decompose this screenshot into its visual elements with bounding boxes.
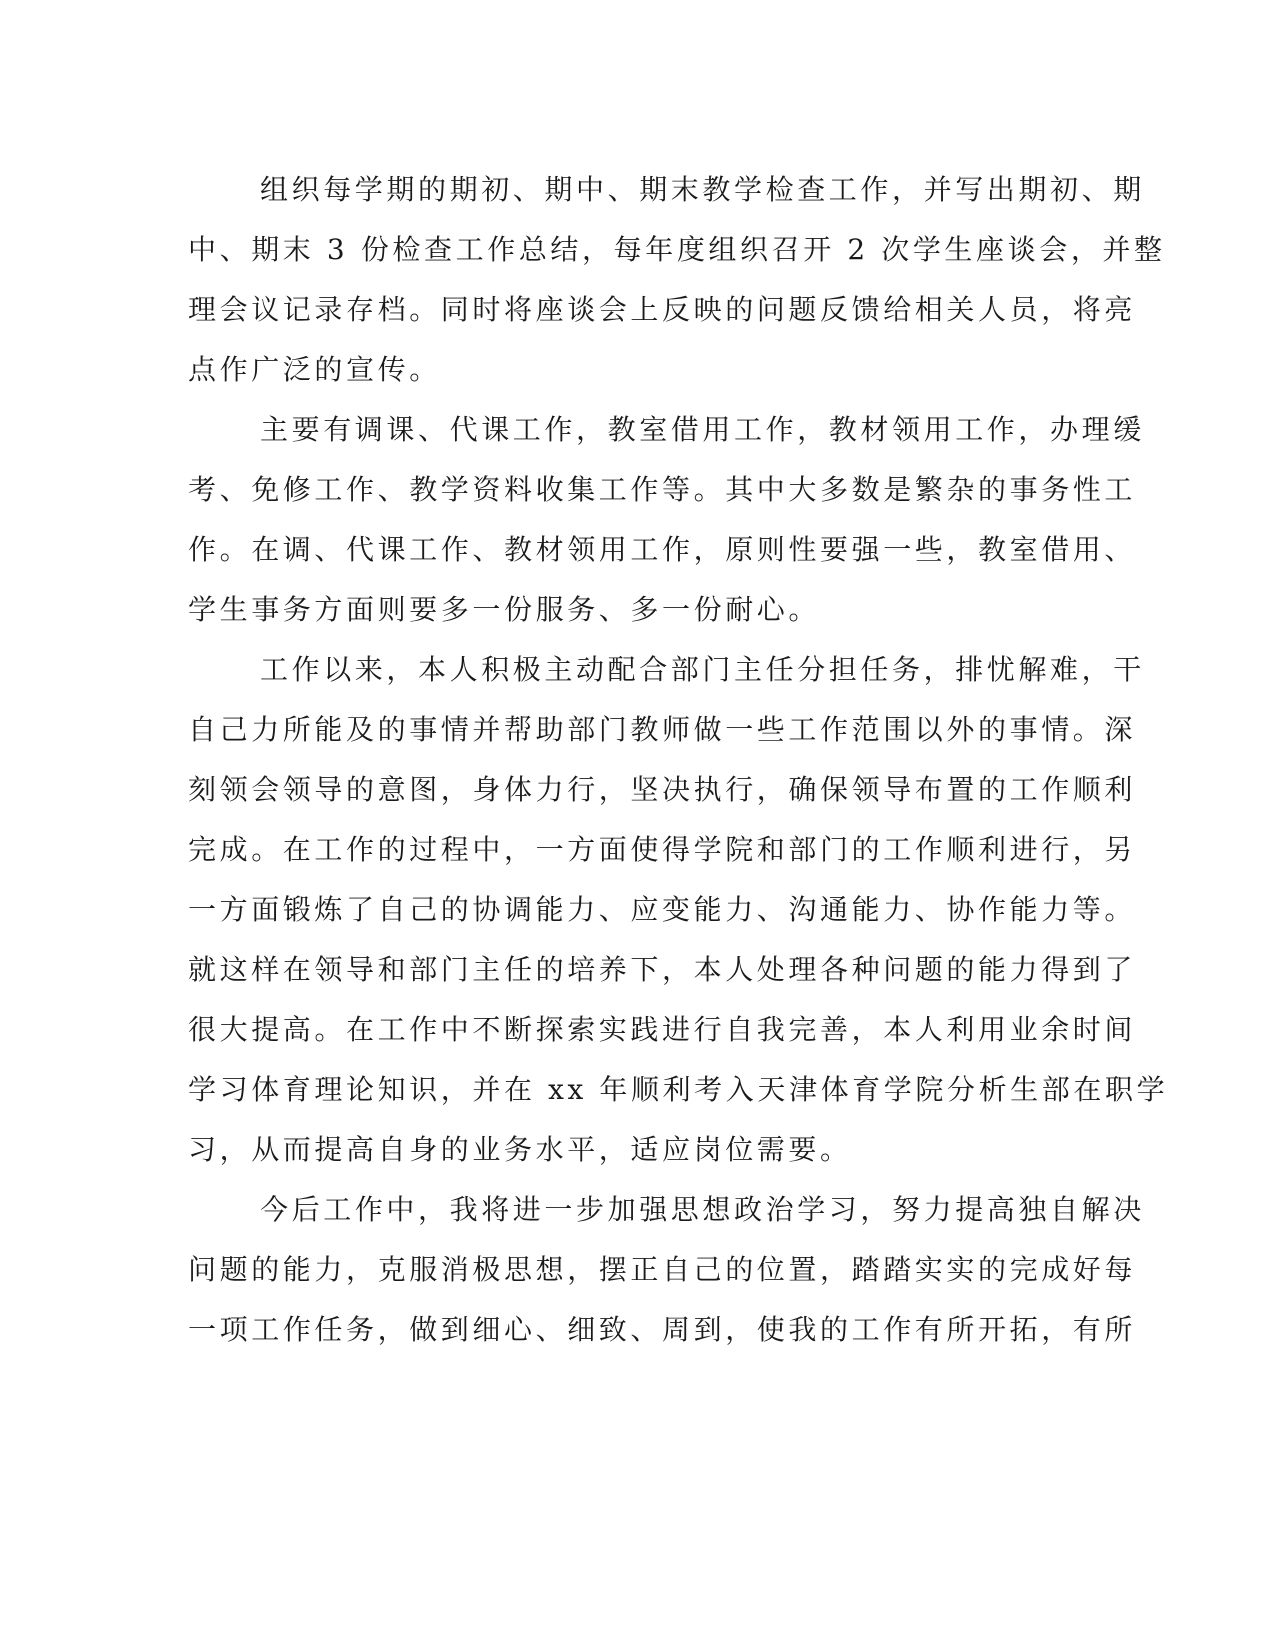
text-line: 问题的能力，克服消极思想，摆正自己的位置，踏踏实实的完成好每 xyxy=(188,1253,1137,1286)
document-body xyxy=(188,160,1169,1360)
text-line: 刻领会领导的意图，身体力行，坚决执行，确保领导布置的工作顺利 xyxy=(188,773,1137,806)
text-line: 完成。在工作的过程中，一方面使得学院和部门的工作顺利进行，另 xyxy=(188,833,1137,866)
text-line: 很大提高。在工作中不断探索实践进行自我完善，本人利用业余时间 xyxy=(188,1013,1137,1046)
text-line: 主要有调课、代课工作，教室借用工作，教材领用工作，办理缓 xyxy=(260,413,1145,446)
text-line: 自己力所能及的事情并帮助部门教师做一些工作范围以外的事情。深 xyxy=(188,713,1137,746)
text-line: 作。在调、代课工作、教材领用工作，原则性要强一些，教室借用、 xyxy=(188,533,1137,566)
text-line: 习，从而提高自身的业务水平，适应岗位需要。 xyxy=(188,1133,852,1166)
text-line: 理会议记录存档。同时将座谈会上反映的问题反馈给相关人员，将亮 xyxy=(188,293,1137,326)
paragraph-teaching-inspection xyxy=(188,160,1166,400)
text-line: 一方面锻炼了自己的协调能力、应变能力、沟通能力、协作能力等。 xyxy=(188,893,1137,926)
text-line: 工作以来，本人积极主动配合部门主任分担任务，排忧解难，干 xyxy=(260,653,1145,686)
paragraph-work-experience xyxy=(188,640,1169,1180)
text-line: 一项工作任务，做到细心、细致、周到，使我的工作有所开拓，有所 xyxy=(188,1313,1137,1346)
text-line: 学习体育理论知识，并在 xx 年顺利考入天津体育学院分析生部在职学 xyxy=(188,1073,1169,1106)
text-line: 组织每学期的期初、期中、期末教学检查工作，并写出期初、期 xyxy=(260,173,1145,206)
text-line: 学生事务方面则要多一份服务、多一份耐心。 xyxy=(188,593,821,626)
text-line: 考、免修工作、教学资料收集工作等。其中大多数是繁杂的事务性工 xyxy=(188,473,1137,506)
paragraph-future-plans xyxy=(188,1180,1145,1360)
text-line: 点作广泛的宣传。 xyxy=(188,353,441,386)
text-line: 中、期末 3 份检查工作总结，每年度组织召开 2 次学生座谈会，并整 xyxy=(188,233,1166,266)
paragraph-daily-affairs xyxy=(188,400,1145,640)
text-line: 今后工作中，我将进一步加强思想政治学习，努力提高独自解决 xyxy=(260,1193,1145,1226)
text-line: 就这样在领导和部门主任的培养下，本人处理各种问题的能力得到了 xyxy=(188,953,1137,986)
